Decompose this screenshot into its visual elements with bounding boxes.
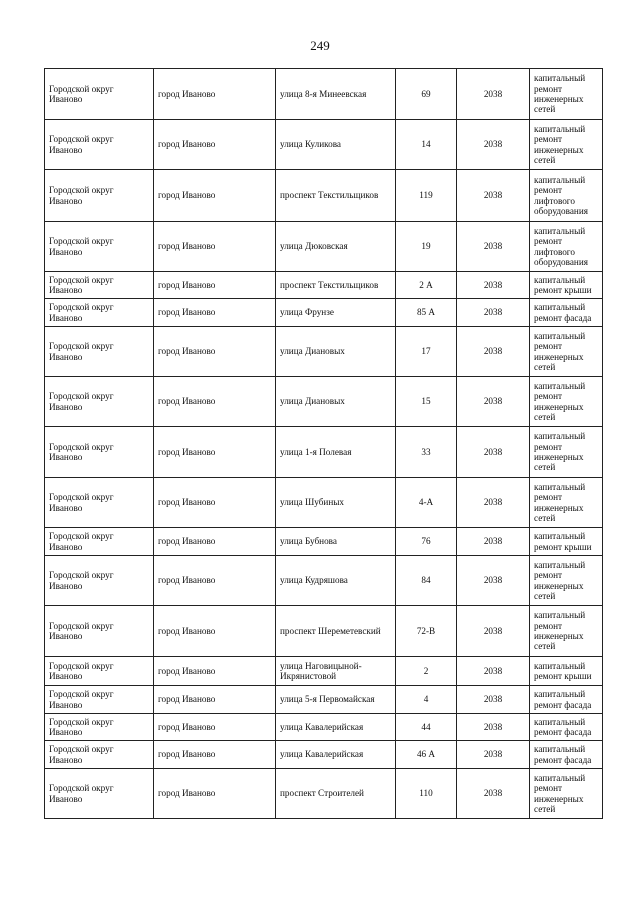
house-number-cell: 110 <box>396 769 457 819</box>
street-cell: проспект Шереметевский <box>276 606 396 657</box>
street-cell: улица Диановых <box>276 327 396 377</box>
city-cell: город Иваново <box>154 377 276 427</box>
table-row <box>45 170 603 222</box>
year-cell: 2038 <box>457 528 530 556</box>
street-cell: улица Дюковская <box>276 222 396 272</box>
street-cell: проспект Текстильщиков <box>276 272 396 299</box>
capital-repair-table <box>44 68 603 819</box>
work-type-cell: капитальный ремонт фасада <box>530 714 603 741</box>
table-row <box>45 377 603 427</box>
city-cell: город Иваново <box>154 556 276 606</box>
work-type-cell: капитальный ремонт крыши <box>530 657 603 686</box>
district-cell: Городской округ Иваново <box>45 327 154 377</box>
work-type-cell: капитальный ремонт лифтового оборудования <box>530 170 603 222</box>
district-cell: Городской округ Иваново <box>45 606 154 657</box>
street-cell: улица Диановых <box>276 377 396 427</box>
table-row <box>45 427 603 478</box>
year-cell: 2038 <box>457 120 530 170</box>
street-cell: улица Наговицыной-Икрянистовой <box>276 657 396 686</box>
table-row <box>45 69 603 120</box>
work-type-cell: капитальный ремонт инженерных сетей <box>530 769 603 819</box>
house-number-cell: 84 <box>396 556 457 606</box>
city-cell: город Иваново <box>154 427 276 478</box>
house-number-cell: 2 А <box>396 272 457 299</box>
table-row <box>45 606 603 657</box>
house-number-cell: 2 <box>396 657 457 686</box>
work-type-cell: капитальный ремонт крыши <box>530 272 603 299</box>
city-cell: город Иваново <box>154 222 276 272</box>
house-number-cell: 76 <box>396 528 457 556</box>
house-number-cell: 85 А <box>396 299 457 327</box>
work-type-cell: капитальный ремонт фасада <box>530 299 603 327</box>
year-cell: 2038 <box>457 556 530 606</box>
year-cell: 2038 <box>457 69 530 120</box>
table-row <box>45 299 603 327</box>
street-cell: улица Шубиных <box>276 478 396 528</box>
year-cell: 2038 <box>457 606 530 657</box>
district-cell: Городской округ Иваново <box>45 714 154 741</box>
street-cell: улица Кавалерийская <box>276 714 396 741</box>
district-cell: Городской округ Иваново <box>45 686 154 714</box>
street-cell: проспект Текстильщиков <box>276 170 396 222</box>
work-type-cell: капитальный ремонт инженерных сетей <box>530 556 603 606</box>
district-cell: Городской округ Иваново <box>45 478 154 528</box>
city-cell: город Иваново <box>154 606 276 657</box>
table-row <box>45 769 603 819</box>
house-number-cell: 4 <box>396 686 457 714</box>
house-number-cell: 19 <box>396 222 457 272</box>
city-cell: город Иваново <box>154 272 276 299</box>
table-row <box>45 120 603 170</box>
work-type-cell: капитальный ремонт инженерных сетей <box>530 327 603 377</box>
table-row <box>45 528 603 556</box>
house-number-cell: 69 <box>396 69 457 120</box>
work-type-cell: капитальный ремонт лифтового оборудования <box>530 222 603 272</box>
city-cell: город Иваново <box>154 769 276 819</box>
city-cell: город Иваново <box>154 327 276 377</box>
district-cell: Городской округ Иваново <box>45 377 154 427</box>
city-cell: город Иваново <box>154 478 276 528</box>
year-cell: 2038 <box>457 769 530 819</box>
year-cell: 2038 <box>457 714 530 741</box>
house-number-cell: 4-А <box>396 478 457 528</box>
district-cell: Городской округ Иваново <box>45 272 154 299</box>
street-cell: улица Фрунзе <box>276 299 396 327</box>
street-cell: улица 8-я Минеевская <box>276 69 396 120</box>
year-cell: 2038 <box>457 427 530 478</box>
city-cell: город Иваново <box>154 170 276 222</box>
table-row <box>45 478 603 528</box>
street-cell: проспект Строителей <box>276 769 396 819</box>
work-type-cell: капитальный ремонт инженерных сетей <box>530 120 603 170</box>
city-cell: город Иваново <box>154 528 276 556</box>
city-cell: город Иваново <box>154 714 276 741</box>
work-type-cell: капитальный ремонт крыши <box>530 528 603 556</box>
street-cell: улица Куликова <box>276 120 396 170</box>
house-number-cell: 14 <box>396 120 457 170</box>
city-cell: город Иваново <box>154 741 276 769</box>
page-number: 249 <box>310 38 330 53</box>
year-cell: 2038 <box>457 686 530 714</box>
year-cell: 2038 <box>457 272 530 299</box>
house-number-cell: 15 <box>396 377 457 427</box>
year-cell: 2038 <box>457 170 530 222</box>
table-row <box>45 714 603 741</box>
year-cell: 2038 <box>457 222 530 272</box>
table-body <box>45 69 603 819</box>
table-row <box>45 327 603 377</box>
district-cell: Городской округ Иваново <box>45 556 154 606</box>
district-cell: Городской округ Иваново <box>45 657 154 686</box>
year-cell: 2038 <box>457 741 530 769</box>
work-type-cell: капитальный ремонт инженерных сетей <box>530 478 603 528</box>
district-cell: Городской округ Иваново <box>45 741 154 769</box>
house-number-cell: 119 <box>396 170 457 222</box>
year-cell: 2038 <box>457 377 530 427</box>
year-cell: 2038 <box>457 327 530 377</box>
year-cell: 2038 <box>457 657 530 686</box>
district-cell: Городской округ Иваново <box>45 427 154 478</box>
city-cell: город Иваново <box>154 657 276 686</box>
table-row <box>45 556 603 606</box>
city-cell: город Иваново <box>154 299 276 327</box>
table-row <box>45 272 603 299</box>
street-cell: улица Бубнова <box>276 528 396 556</box>
district-cell: Городской округ Иваново <box>45 69 154 120</box>
work-type-cell: капитальный ремонт фасада <box>530 686 603 714</box>
house-number-cell: 17 <box>396 327 457 377</box>
house-number-cell: 33 <box>396 427 457 478</box>
work-type-cell: капитальный ремонт инженерных сетей <box>530 606 603 657</box>
table-row <box>45 222 603 272</box>
table-row <box>45 686 603 714</box>
work-type-cell: капитальный ремонт фасада <box>530 741 603 769</box>
street-cell: улица 5-я Первомайская <box>276 686 396 714</box>
year-cell: 2038 <box>457 478 530 528</box>
house-number-cell: 46 А <box>396 741 457 769</box>
street-cell: улица Кавалерийская <box>276 741 396 769</box>
house-number-cell: 72-В <box>396 606 457 657</box>
city-cell: город Иваново <box>154 69 276 120</box>
work-type-cell: капитальный ремонт инженерных сетей <box>530 427 603 478</box>
work-type-cell: капитальный ремонт инженерных сетей <box>530 377 603 427</box>
year-cell: 2038 <box>457 299 530 327</box>
work-type-cell: капитальный ремонт инженерных сетей <box>530 69 603 120</box>
street-cell: улица 1-я Полевая <box>276 427 396 478</box>
table-row <box>45 741 603 769</box>
street-cell: улица Кудряшова <box>276 556 396 606</box>
district-cell: Городской округ Иваново <box>45 528 154 556</box>
city-cell: город Иваново <box>154 686 276 714</box>
district-cell: Городской округ Иваново <box>45 769 154 819</box>
district-cell: Городской округ Иваново <box>45 299 154 327</box>
table-row <box>45 657 603 686</box>
district-cell: Городской округ Иваново <box>45 120 154 170</box>
district-cell: Городской округ Иваново <box>45 222 154 272</box>
city-cell: город Иваново <box>154 120 276 170</box>
house-number-cell: 44 <box>396 714 457 741</box>
district-cell: Городской округ Иваново <box>45 170 154 222</box>
